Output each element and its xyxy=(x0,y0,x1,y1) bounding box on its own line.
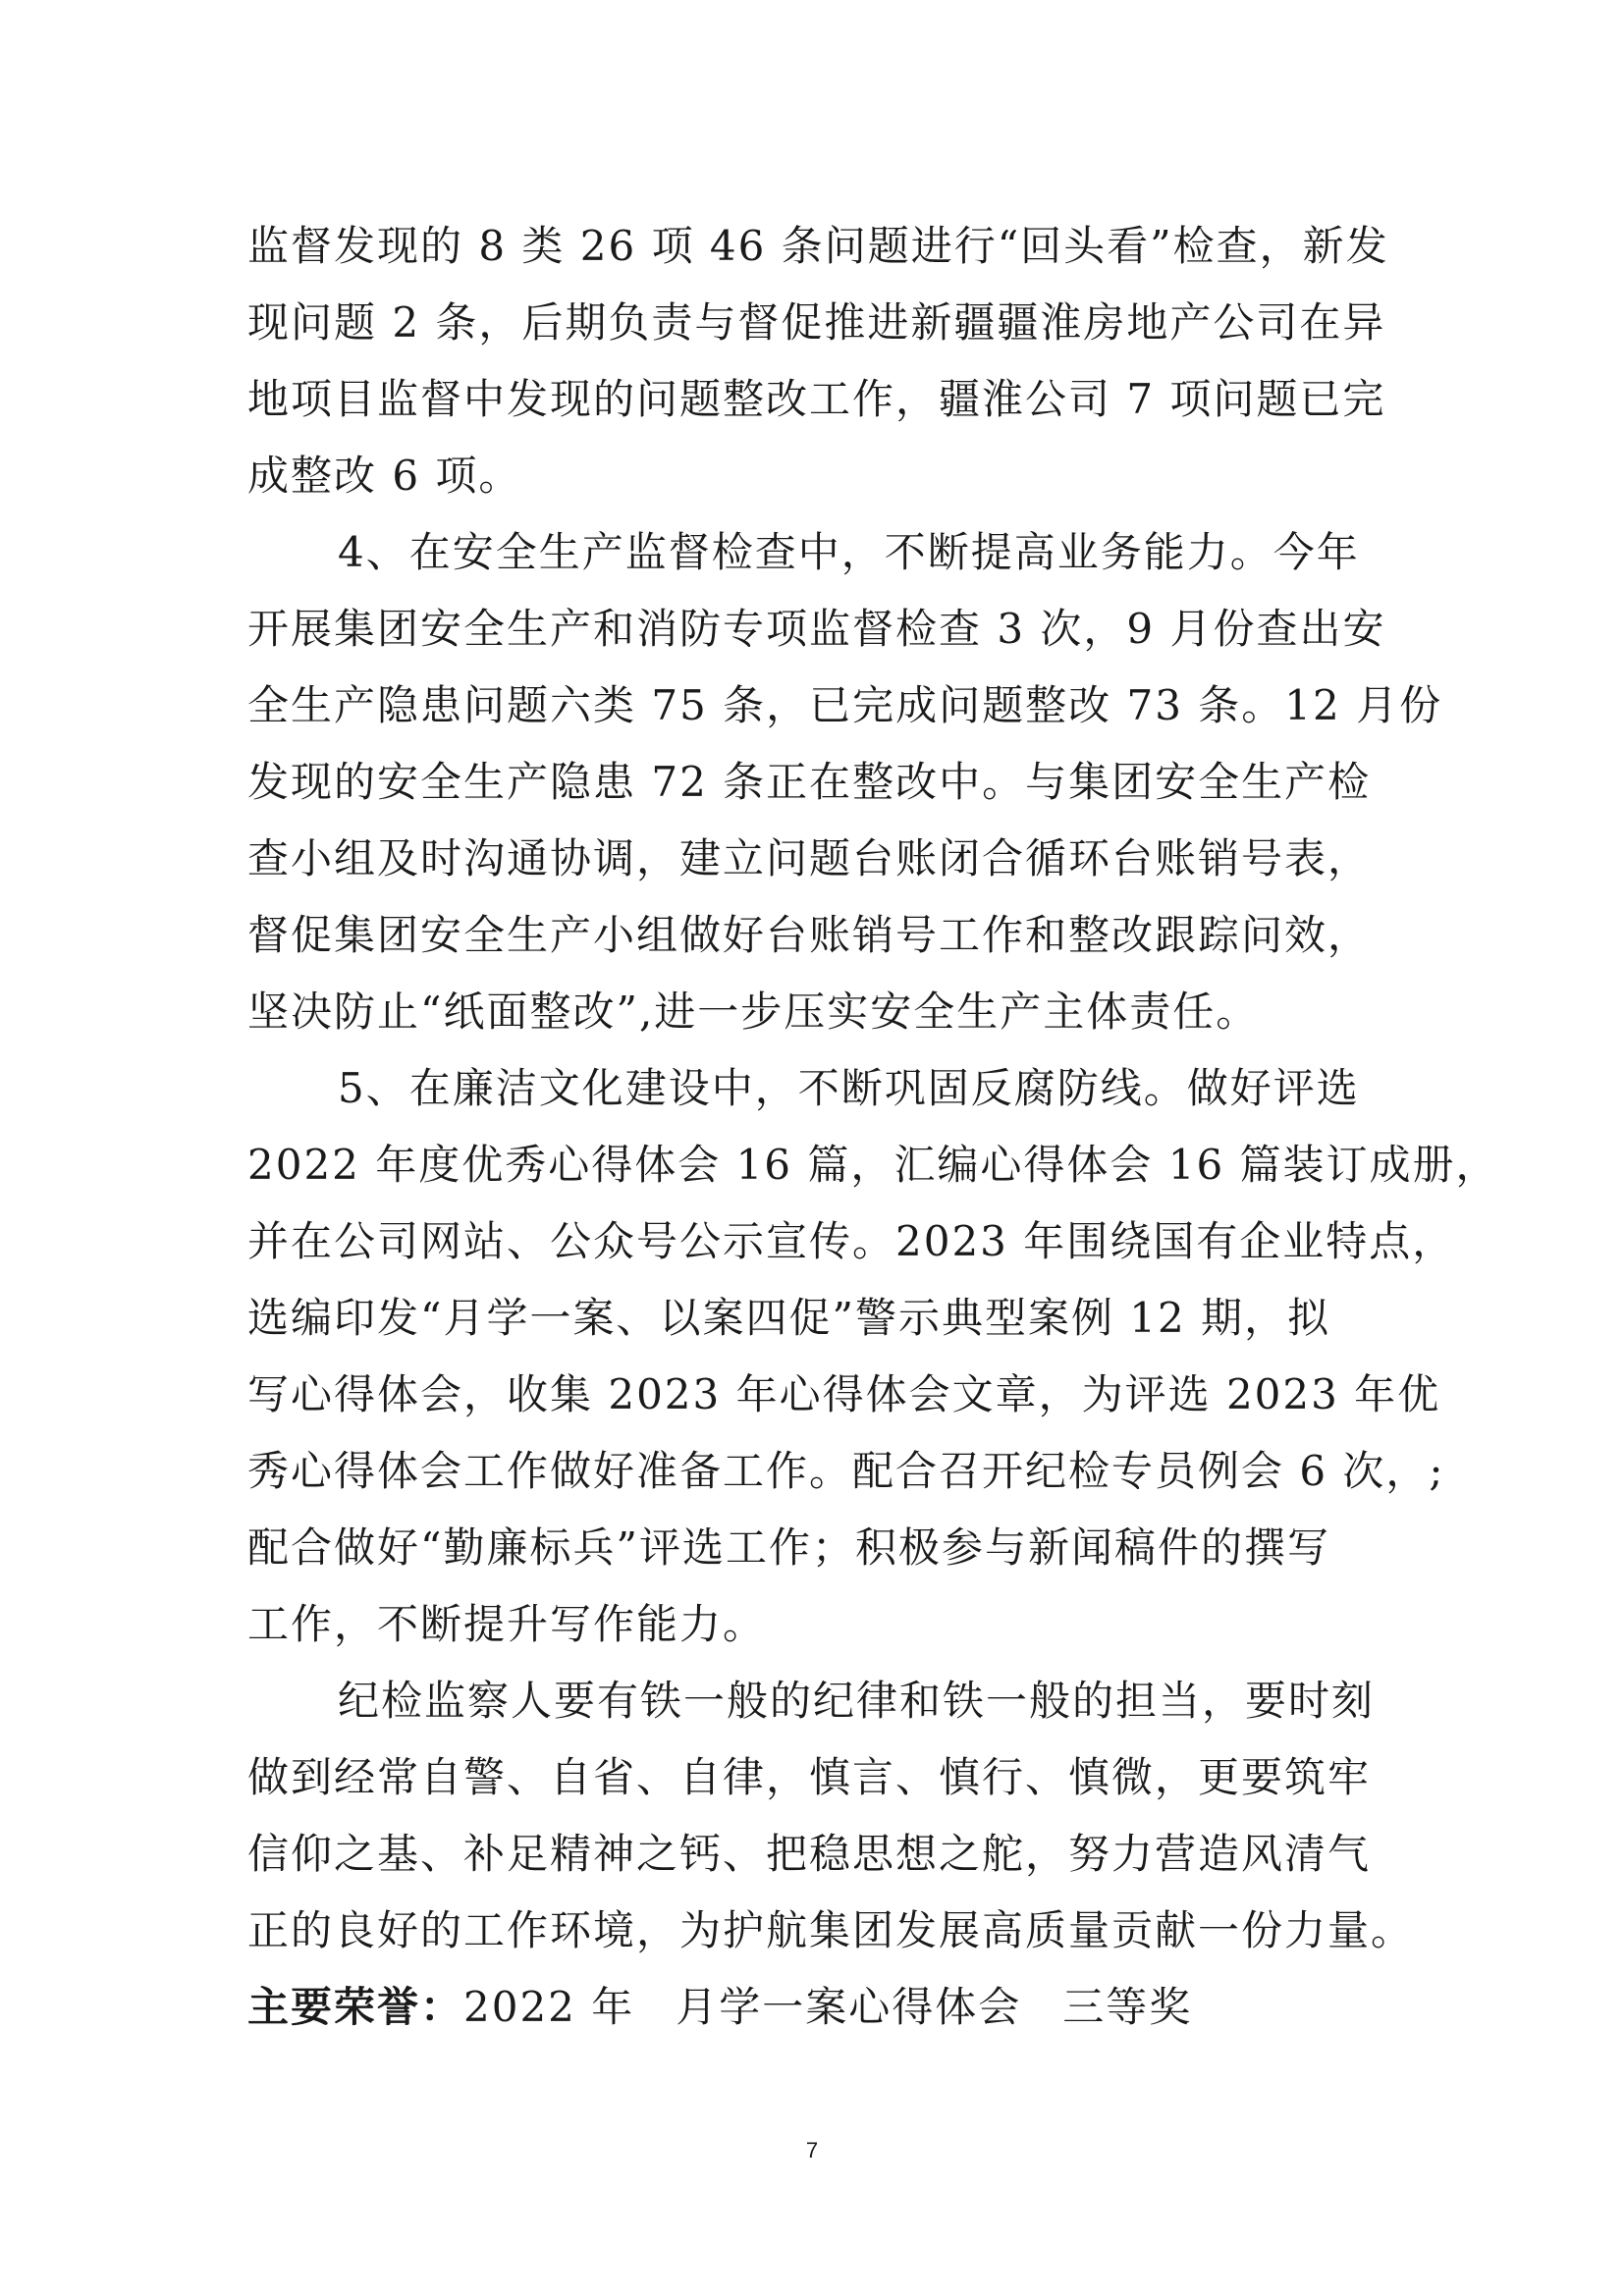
text-line: 写心得体会，收集 2023 年心得体会文章，为评选 2023 年优 xyxy=(247,1370,1441,1418)
text-line: 并在公司网站、公众号公示宣传。2023 年围绕国有企业特点， xyxy=(247,1217,1456,1265)
honor-label: 主要荣誉： xyxy=(247,1983,464,2031)
text-line: 正的良好的工作环境，为护航集团发展高质量贡献一份力量。 xyxy=(247,1906,1415,1954)
text-line: 工作，不断提升写作能力。 xyxy=(247,1600,767,1648)
text-line: 纪检监察人要有铁一般的纪律和铁一般的担当，要时刻 xyxy=(338,1677,1376,1725)
text-line: 发现的安全生产隐患 72 条正在整改中。与集团安全生产检 xyxy=(247,758,1372,806)
text-line: 监督发现的 8 类 26 项 46 条问题进行“回头看”检查，新发 xyxy=(247,222,1389,270)
honor-title: 月学一案心得体会 xyxy=(676,1983,1022,2031)
text-line: 坚决防止“纸面整改”,进一步压实安全生产主体责任。 xyxy=(247,988,1260,1036)
text-line: 地项目监督中发现的问题整改工作，疆淮公司 7 项问题已完 xyxy=(247,375,1386,423)
honor-award: 三等奖 xyxy=(1062,1983,1193,2031)
text-line: 现问题 2 条，后期负责与督促推进新疆疆淮房地产公司在异 xyxy=(247,298,1386,347)
text-line: 秀心得体会工作做好准备工作。配合召开纪检专员例会 6 次，; xyxy=(247,1447,1445,1495)
text-line: 配合做好“勤廉标兵”评选工作；积极参与新闻稿件的撰写 xyxy=(247,1523,1330,1572)
main-honor xyxy=(247,1969,1384,2046)
body-text xyxy=(247,208,1499,2046)
honor-year: 2022 年 xyxy=(463,1983,635,2031)
paragraph-conclusion xyxy=(247,1663,1415,1969)
text-line: 做到经常自警、自省、自律，慎言、慎行、慎微，更要筑牢 xyxy=(247,1753,1372,1801)
page-number: 7 xyxy=(805,2138,819,2163)
text-line: 信仰之基、补足精神之钙、把稳思想之舵，努力营造风清气 xyxy=(247,1830,1372,1878)
text-line: 开展集团安全生产和消防专项监督检查 3 次，9 月份查出安 xyxy=(247,605,1386,653)
paragraph-integrity-culture xyxy=(247,1050,1499,1663)
text-line: 成整改 6 项。 xyxy=(247,452,522,500)
text-line: 督促集团安全生产小组做好台账销号工作和整改跟踪问效， xyxy=(247,911,1372,959)
text-line: 5、在廉洁文化建设中，不断巩固反腐防线。做好评选 xyxy=(338,1064,1360,1112)
paragraph-supervision-followup xyxy=(247,208,1389,514)
text-line: 2022 年度优秀心得体会 16 篇，汇编心得体会 16 篇装订成册， xyxy=(247,1141,1499,1189)
text-line: 全生产隐患问题六类 75 条，已完成问题整改 73 条。12 月份 xyxy=(247,681,1443,729)
text-line: 查小组及时沟通协调，建立问题台账闭合循环台账销号表， xyxy=(247,834,1372,882)
text-line: 选编印发“月学一案、以案四促”警示典型案例 12 期，拟 xyxy=(247,1294,1331,1342)
text-line: 4、在安全生产监督检查中，不断提高业务能力。今年 xyxy=(338,528,1360,576)
paragraph-safety-inspection xyxy=(247,514,1443,1050)
